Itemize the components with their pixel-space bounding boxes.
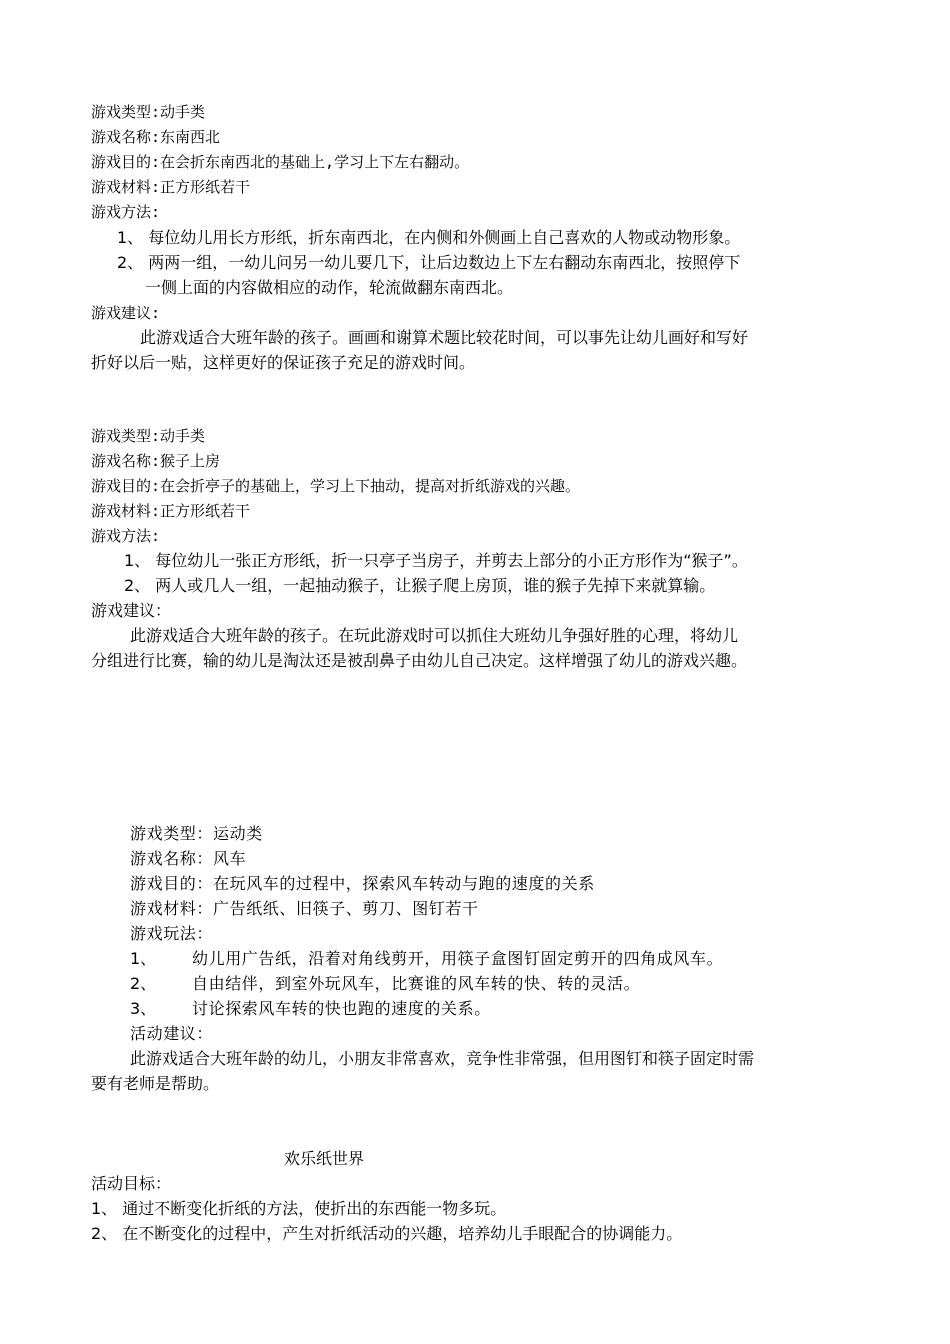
game2-advice-cont: 分组进行比赛，输的幼儿是淘汰还是被刮鼻子由幼儿自己决定。这样增强了幼儿的游戏兴趣。 [91, 651, 748, 670]
game3-name: 游戏名称：风车 [130, 849, 247, 868]
game1-type: 游戏类型:动手类 [91, 103, 206, 121]
game2-step-2: 2、 两人或几人一组，一起抽动猴子，让猴子爬上房顶，谁的猴子先掉下来就算输。 [124, 576, 716, 595]
game2-step-1: 1、 每位幼儿一张正方形纸，折一只亭子当房子，并剪去上部分的小正方形作为“猴子”。 [124, 551, 748, 570]
game1-advice-cont: 折好以后一贴，这样更好的保证孩子充足的游戏时间。 [91, 353, 476, 372]
game2-name: 游戏名称:猴子上房 [91, 452, 221, 470]
game2-method-label: 游戏方法: [91, 527, 161, 545]
game2-goal: 游戏目的:在会折亭子的基础上，学习上下抽动，提高对折纸游戏的兴趣。 [91, 477, 581, 495]
game3-advice-cont: 要有老师是帮助。 [91, 1074, 220, 1093]
game3-type: 游戏类型：运动类 [130, 824, 263, 843]
game2-advice-label: 游戏建议： [91, 601, 172, 620]
game3-step-2-number: 2、 [130, 974, 157, 993]
section4-title: 欢乐纸世界 [284, 1149, 365, 1168]
section4-goal-2: 2、 在不断变化的过程中，产生对折纸活动的兴趣，培养幼儿手眼配合的协调能力。 [91, 1224, 683, 1243]
game3-step-3: 讨论探索风车转的快也跑的速度的关系。 [192, 999, 491, 1018]
game2-type: 游戏类型:动手类 [91, 427, 206, 445]
game1-method-label: 游戏方法: [91, 203, 161, 221]
section4-goal-label: 活动目标： [91, 1174, 172, 1193]
game1-goal: 游戏目的:在会折东南西北的基础上,学习上下左右翻动。 [91, 153, 470, 171]
game2-material: 游戏材料:正方形纸若干 [91, 502, 251, 520]
game1-step-2-cont: 一侧上面的内容做相应的动作，轮流做翻东南西北。 [145, 278, 514, 297]
game1-advice-label: 游戏建议: [91, 304, 161, 322]
game3-material: 游戏材料：广告纸纸、旧筷子、剪刀、图钉若干 [130, 899, 479, 918]
game3-advice: 此游戏适合大班年龄的幼儿，小朋友非常喜欢，竞争性非常强，但用图钉和筷子固定时需 [130, 1049, 755, 1068]
game3-step-3-number: 3、 [130, 999, 157, 1018]
game1-step-1: 1、 每位幼儿用长方形纸，折东南西北，在内侧和外侧画上自己喜欢的人物或动物形象。 [117, 228, 741, 247]
game3-step-2: 自由结伴，到室外玩风车，比赛谁的风车转的快、转的灵活。 [192, 974, 641, 993]
game3-step-1-number: 1、 [130, 949, 157, 968]
game3-step-1: 幼儿用广告纸，沿着对角线剪开，用筷子盒图钉固定剪开的四角成风车。 [192, 949, 724, 968]
game1-step-2: 2、 两两一组，一幼儿问另一幼儿要几下，让后边数边上下左右翻动东南西北，按照停下 [117, 253, 741, 272]
game3-advice-label: 活动建议： [130, 1024, 214, 1043]
section4-goal-1: 1、 通过不断变化折纸的方法，使折出的东西能一物多玩。 [91, 1199, 507, 1218]
game3-goal: 游戏目的：在玩风车的过程中，探索风车转动与跑的速度的关系 [130, 874, 595, 893]
game2-advice: 此游戏适合大班年龄的孩子。在玩此游戏时可以抓住大班幼儿争强好胜的心理，将幼儿 [130, 626, 739, 645]
game1-name: 游戏名称:东南西北 [91, 128, 221, 146]
game3-method-label: 游戏玩法： [130, 924, 214, 943]
game1-material: 游戏材料:正方形纸若干 [91, 178, 251, 196]
game1-advice: 此游戏适合大班年龄的孩子。画画和谢算术题比较花时间，可以事先让幼儿画好和写好 [140, 328, 749, 347]
